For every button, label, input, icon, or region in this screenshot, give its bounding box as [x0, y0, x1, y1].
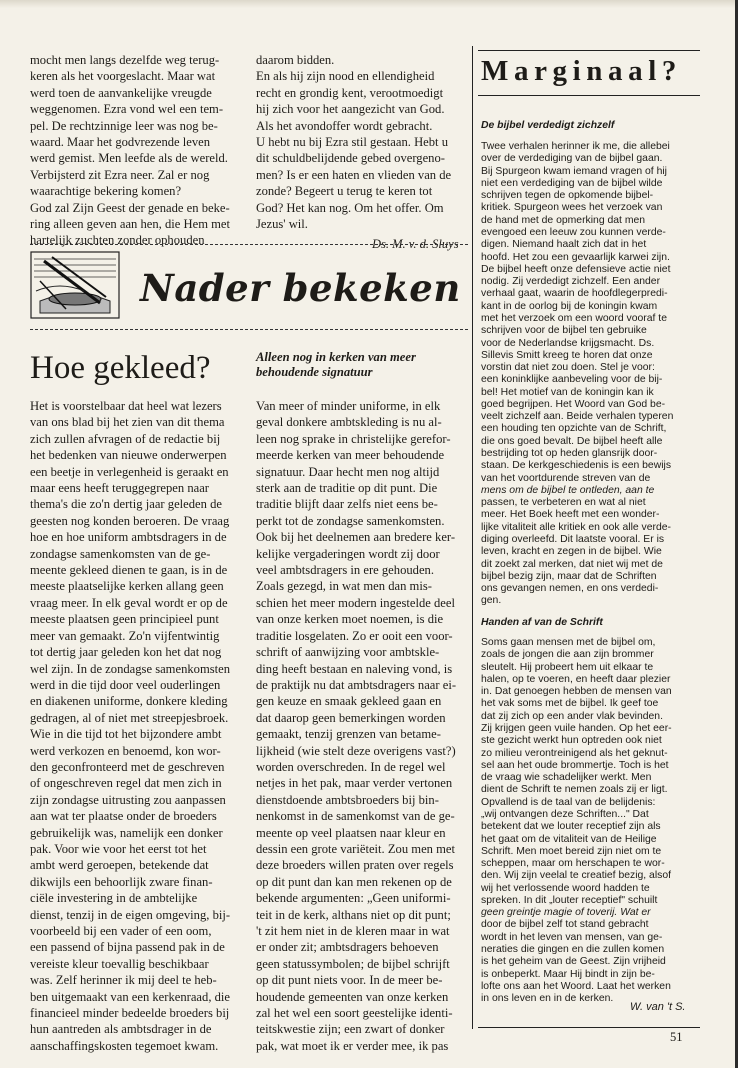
text-line: mocht men langs dezelfde weg terug-: [30, 53, 220, 67]
text-line: Als het avondoffer wordt gebracht.: [256, 118, 433, 133]
text-line: pak. Voor wie voor het eerst tot het: [30, 841, 207, 856]
text-line: aan wat ter plaatse onder de broeders: [30, 809, 217, 824]
text-line: werd gemist. Men leefde als de wereld.: [30, 151, 228, 166]
text-line: de vraag wie schadelijker werkt. Men: [481, 772, 652, 784]
text-line: hoofd. Het zou een gevaarlijk karwei zijn.: [481, 251, 670, 263]
text-line: niet een verdediging van de bijbel wilde: [481, 177, 663, 189]
text-line: nenkomst in de samenkomst van de ge-: [256, 809, 455, 824]
text-line: dient de Schrift te nemen zoals zij er ligt.: [481, 784, 668, 796]
text-line: scheppen, maar om herschapen te wor-: [481, 858, 665, 870]
sidebar-heading-2: Handen af van de Schrift: [481, 617, 603, 628]
text-line: passen, te verbeteren en wat al niet: [481, 497, 646, 509]
text-line: den. Wij zijn veelal te creatief bezig, alsof: [481, 870, 672, 882]
text-line: meer van gemaakt. Zo'n vijfentwintig: [30, 628, 220, 643]
text-line: den geconfronteerd met de geschreven: [30, 759, 225, 774]
article-column-1: [30, 398, 244, 1054]
text-line: waarachtige bekering komen?: [30, 184, 182, 199]
text-line: over de verdediging van de bijbel gaan.: [481, 153, 663, 165]
text-line: meente gekleed dienen te gaan, is in de: [30, 563, 228, 578]
text-line: zo milieu verontreinigend als het geknut-: [481, 747, 668, 759]
text-line: meerde kerken van meer behoudende: [256, 448, 445, 463]
sidebar-paragraph-2: [481, 637, 699, 1005]
text-line: neraties die gingen en die zullen komen: [481, 944, 665, 956]
text-line: digen. Niemand haalt zich dat in het: [481, 239, 647, 251]
text-line: de hand met de opmerking dat men: [481, 214, 646, 226]
text-line: Zoals gezegd, in wat men dan mis-: [256, 579, 432, 594]
text-line: voor de Nederlandse krijgsmacht. Ds.: [481, 337, 655, 349]
text-line: ste gezicht werkt hun optreden ook niet: [481, 735, 662, 747]
text-line: thema's die zo'n dertig jaar geleden de: [30, 497, 222, 512]
sidebar-heading-1: De bijbel verdedigt zichzelf: [481, 120, 615, 131]
text-line: bekende argumenten: „Geen uniformi-: [256, 891, 451, 906]
text-line: Sillevis Smitt kreeg te horen dat onze: [481, 349, 653, 361]
text-line: dit schuldbelijdende gebed overgeno-: [256, 151, 445, 166]
text-line: men? Is er een haten en vlieden van de: [256, 167, 452, 182]
text-line: traditie losgelaten. Zo er ooit een voor-: [256, 628, 453, 643]
text-line: de praktijk nu dat ambtsdragers naar ei-: [256, 677, 457, 692]
text-line: dessin een grote variëteit. Zou men met: [256, 841, 455, 856]
text-line: op dit punt dan kan men rekenen op de: [256, 874, 452, 889]
text-line: een passend of bijna passend pak in de: [30, 940, 225, 955]
text-line: veel ambtsdragers in ere gehouden.: [256, 563, 434, 578]
text-line: dienst, tenzij in de eigen omgeving, bij-: [30, 907, 231, 922]
pen-and-inkwell-icon: [30, 251, 120, 319]
text-line: lofte ons aan het Woord. Laat het werken: [481, 980, 671, 992]
text-line: vorstin dat niet zou doen. Stel je voor:: [481, 362, 655, 374]
text-line: sterk aan de traditie op dit punt. Die: [256, 481, 438, 496]
text-line: veelt zichzelf aan. Beide verhalen typeren: [481, 411, 674, 423]
text-line: het gaat om de vitaliteit van de Heilige: [481, 833, 657, 845]
text-line: behoudende signatuur: [256, 365, 373, 379]
text-line: nodig. Zij verdedigt zichzelf. Een ander: [481, 276, 661, 288]
banner-top-rule: [30, 244, 468, 245]
text-line: halen, op te voeren, en heeft daar plezier: [481, 673, 671, 685]
text-line: hij zich voor het aangezicht van God.: [256, 102, 445, 117]
marginaal-top-rule: [478, 50, 700, 51]
text-line: dat daarop geen bemerkingen worden: [256, 710, 446, 725]
text-line: het vak soms met de bijbel. Ik geef toe: [481, 698, 659, 710]
text-line: gedragen, al of niet met streepjesbroek.: [30, 710, 229, 725]
article-column-2: [256, 398, 468, 1054]
text-line: leen nog sprake in christelijke gerefor-: [256, 431, 451, 446]
text-line: tot dertig jaar geleden kon het dat nog: [30, 645, 222, 660]
text-line: die ons goed bevalt. De bijbel heeft alle: [481, 435, 663, 447]
text-line: worden overschreden. In de regel wel: [256, 759, 446, 774]
text-line: kelijke vergaderingen wordt zij door: [256, 546, 440, 561]
text-line: Wie in die tijd tot het bijzondere ambt: [30, 727, 222, 742]
text-line: traditie blijft daar zelfs niet eens be-: [256, 497, 438, 512]
text-line: perkt tot de zondagse samenkomsten.: [256, 513, 445, 528]
text-line: werd toen de aanvankelijke vreugde: [30, 85, 212, 100]
text-line: Van meer of minder uniforme, in elk: [256, 399, 441, 413]
text-line: met het verzoek om een woord vooraf te: [481, 312, 667, 324]
text-line: hartelijk zuchten zonder ophouden: [30, 233, 205, 248]
text-line: schien het meer modern ingestelde deel: [256, 595, 455, 610]
text-line: ambt werd geroepen, betekende dat: [30, 858, 209, 873]
text-line: op dit punt niets voor. In de meer be-: [256, 973, 443, 988]
text-line: Ook bij het deelnemen aan bredere ker-: [256, 530, 456, 545]
text-line: schrijven voor de bijbel ten gebruike: [481, 325, 647, 337]
text-line: gemaakt, tenzij grenzen van betame-: [256, 727, 441, 742]
text-line: het bedenken van nieuwe onderwerpen: [30, 448, 227, 463]
text-line: aanschaffingskosten tegemoet kwam.: [30, 1038, 219, 1053]
text-line: gen keuze en smaak gekleed gaan en: [256, 694, 442, 709]
text-line: houdende gemeenten van onze kerken: [256, 989, 449, 1004]
text-line: van ons blad bij het zien van dit thema: [30, 415, 225, 430]
text-line: Bij Spurgeon kwam iemand vragen of hij: [481, 165, 667, 177]
text-line: evengoed een leeuw zou kunnen verde-: [481, 226, 666, 238]
top-signature: Ds. M. v. d. Sluys: [372, 237, 459, 251]
text-line: geen statussymbolen; de bijbel schrijft: [256, 956, 450, 971]
text-line: lijkheid (wie stelt deze overigens vast?): [256, 743, 456, 758]
text-line: „wij ontvangen deze Schriften..." Dat: [481, 808, 649, 820]
text-line: meente op veel plaatsen naar kleur en: [256, 825, 446, 840]
text-line: weggenomen. Ezra vond wel een tem-: [30, 102, 224, 117]
text-line: Jezus' wil.: [256, 217, 308, 232]
text-line: bel! Het motief van de koningin kan ik: [481, 386, 654, 398]
text-line: pel. De rechtzinnige leer was nog be-: [30, 118, 218, 133]
sidebar-paragraph-1: [481, 141, 699, 608]
text-line: waard. Maar het godvrezende leven: [30, 135, 211, 150]
text-line: hun aantreden als ambtsdrager in de: [30, 1022, 212, 1037]
sidebar-signature: W. van 't S.: [630, 1001, 686, 1013]
text-line: goed begrijpen. Het Woord van God be-: [481, 398, 666, 410]
text-line: En als hij zijn nood en ellendigheid: [256, 69, 435, 84]
text-line: wordt in het leven van mensen, van ge-: [481, 931, 663, 943]
text-line: keren als het voorgeslacht. Maar wat: [30, 69, 216, 84]
text-line: sel aan het oude brommertje. Toch is het: [481, 759, 669, 771]
text-line: Het is voorstelbaar dat heel wat lezers: [30, 399, 222, 413]
marginaal-title-rule: [478, 95, 700, 96]
article-subtitle: [256, 350, 466, 380]
text-line: verhaal gaat, waarin de hoofdlegerpredi-: [481, 288, 668, 300]
text-line: gen.: [481, 595, 502, 607]
text-line: Schrift. Men moet bereid zijn niet om te: [481, 845, 662, 857]
text-line: bijbel bezig zijn, maar dat de Schriften: [481, 570, 657, 582]
text-line: God? Het kan nog. Om het offer. Om: [256, 200, 444, 215]
text-line: financieel minder bedeelde broeders bij: [30, 1006, 230, 1021]
text-line: spreken. In dit „louter receptief" schuilt: [481, 894, 658, 906]
text-line: betekent dat we louter receptief zijn als: [481, 821, 661, 833]
text-line: zijn zondagse uitrusting zou aanpassen: [30, 792, 226, 807]
text-line: wij het verlossende woord hadden te: [481, 882, 650, 894]
text-line: meer. Het Boek heeft met een wonder-: [481, 509, 660, 521]
text-line: signatuur. Daar hecht men nog altijd: [256, 464, 440, 479]
text-line: zoals de jongen die aan zijn brommer: [481, 649, 654, 661]
text-line: teit in de kerk, althans niet op dit punt;: [256, 907, 451, 922]
text-line: gebruikelijk was, namelijk een donker: [30, 825, 223, 840]
text-line: of ongeschreven regel dat men zich in: [30, 776, 222, 791]
text-line: in. Dat genoegen hebben de mensen van: [481, 686, 672, 698]
text-line: is onbeperkt. Maar Hij bindt in zijn be-: [481, 968, 655, 980]
marginaal-bottom-rule: [478, 1027, 700, 1028]
text-line: van het voortdurende streven van de: [481, 472, 651, 484]
text-line: vereiste kleur toevallig beschikbaar: [30, 956, 209, 971]
text-line: zonde? Begeert u terug te keren tot: [256, 184, 433, 199]
sidebar-title: Marginaal?: [481, 55, 682, 87]
text-line: van onze kerken moet noemen, is die: [256, 612, 444, 627]
text-line: bestrijding tot op heden glansrijk door-: [481, 448, 658, 460]
top-left-column: [30, 52, 242, 249]
text-line: ding heeft bestaan en naleving vond, is: [256, 661, 453, 676]
text-line: door de bijbel zelf tot stand gebracht: [481, 919, 649, 931]
text-line: voorbeeld bij een vader of een oom,: [30, 924, 212, 938]
text-line: mens om de bijbel te ontleden, aan te: [481, 484, 655, 496]
text-line: geesten nog konden beroeren. De vraag: [30, 513, 230, 528]
text-line: sleutelt. Hij probeert hem uit elkaar te: [481, 661, 654, 673]
text-line: daarom bidden.: [256, 53, 335, 67]
text-line: meeste plaatsen geen principieel punt: [30, 612, 219, 627]
text-line: teitskwestie zijn; een zwart of donker: [256, 1022, 445, 1037]
text-line: is het geheim van de Geest. Zijn vrijheid: [481, 956, 666, 968]
text-line: werd verkozen en benoemd, kon wor-: [30, 743, 221, 758]
page-top-shadow: [0, 0, 738, 8]
text-line: ciële investering in de ambtelijke: [30, 891, 198, 906]
text-line: dikwijls een behoorlijk zware finan-: [30, 874, 213, 889]
text-line: Verbijsterd zit Ezra neer. Zal er nog: [30, 167, 210, 182]
text-line: ben uitgemaakt van een kerkenraad, die: [30, 989, 231, 1004]
banner-bottom-rule: [30, 329, 468, 330]
text-line: een koninklijke aanbeveling voor de bij-: [481, 374, 663, 386]
text-line: diging overleefd. Dit laatste vooral. Er is: [481, 534, 665, 545]
text-line: pak, wat moet ik er verder mee, ik pas: [256, 1038, 449, 1053]
text-line: zich zullen afvragen of de redactie bij: [30, 431, 221, 446]
text-line: geval donkere ambtskleding is nu al-: [256, 415, 442, 430]
text-line: Zij krijgen geen vuile handen. Op het eer-: [481, 722, 672, 734]
text-line: in ons leven en in de kerken.: [481, 993, 614, 1005]
article-title: Hoe gekleed?: [30, 350, 211, 386]
text-line: een houding ten opzichte van de Schrift,: [481, 423, 667, 435]
text-line: 't zit hem niet in de kleren maar in wat: [256, 924, 450, 938]
text-line: U hebt nu bij Ezra stil gestaan. Hebt u: [256, 135, 449, 150]
text-line: schrijven tegen de opkomende bijbel-: [481, 190, 654, 202]
text-line: een beetje in verlegenheid is geraakt en: [30, 464, 229, 479]
text-line: leven, kracht en zegen in de bijbel. Wie: [481, 546, 662, 558]
text-line: maar eens heeft teruggegrepen naar: [30, 481, 210, 496]
page-number: 51: [670, 1030, 683, 1044]
text-line: hoe en hoe uniform ambtsdragers in de: [30, 530, 227, 545]
section-banner-title: Nader bekeken: [140, 266, 461, 310]
text-line: ring alleen geven aan hen, die Hem met: [30, 217, 231, 232]
text-line: Opvallend is de taal van de belijdenis:: [481, 796, 656, 808]
text-line: werd in die tijd door veel ouderlingen: [30, 677, 221, 692]
text-line: kritiek. Spurgeon wees het verzoek van: [481, 202, 663, 214]
text-line: Soms gaan mensen met de bijbel om,: [481, 637, 656, 648]
text-line: recht en grondig kent, verootmoedigt: [256, 85, 444, 100]
text-line: er onder zit; ambtsdragers behoeven: [256, 940, 439, 955]
text-line: kant in de oorlog bij de koningin kwam: [481, 300, 658, 312]
text-line: dat zij zich op een ander vlak bevinden.: [481, 710, 663, 722]
text-line: dit zoekt zal merken, dat niet wij met de: [481, 558, 663, 570]
text-line: meeste plaatselijke kerken allang geen: [30, 579, 224, 594]
sidebar-divider: [472, 46, 473, 1029]
text-line: Alleen nog in kerken van meer: [256, 350, 416, 364]
text-line: God zal Zijn Geest der genade en beke-: [30, 200, 230, 215]
text-line: Twee verhalen herinner ik me, die allebei: [481, 141, 670, 152]
text-line: dienstdoende ambtsbroeders bij bin-: [256, 792, 439, 807]
text-line: schrift of aanwijzing voor ambtskle-: [256, 645, 440, 660]
top-middle-column: [256, 52, 466, 232]
text-line: vraag meer. In elk geval wordt er op de: [30, 595, 228, 610]
text-line: zal het wel een soort geestelijke identi-: [256, 1006, 453, 1021]
text-line: geen greintje magie of toverij. Wat er: [481, 907, 651, 919]
text-line: lijke vitaliteit alle kritiek en ook alle verde-: [481, 521, 671, 533]
text-line: was. Zelf herinner ik mij deel te heb-: [30, 973, 217, 988]
text-line: staan. De kerkgeschiedenis is een bewijs: [481, 460, 672, 472]
text-line: ons gevangen nemen, en ons verdedi-: [481, 583, 659, 595]
text-line: wel zijn. In de zondagse samenkomsten: [30, 661, 231, 676]
text-line: De bijbel heeft onze defensieve actie niet: [481, 263, 671, 275]
text-line: en diakenen uniforme, donkere kleding: [30, 694, 228, 709]
text-line: zondagse samenkomsten van de ge-: [30, 546, 211, 561]
text-line: netjes in het pak, maar verder vertonen: [256, 776, 453, 791]
text-line: deze broeders willen praten over regels: [256, 858, 454, 873]
